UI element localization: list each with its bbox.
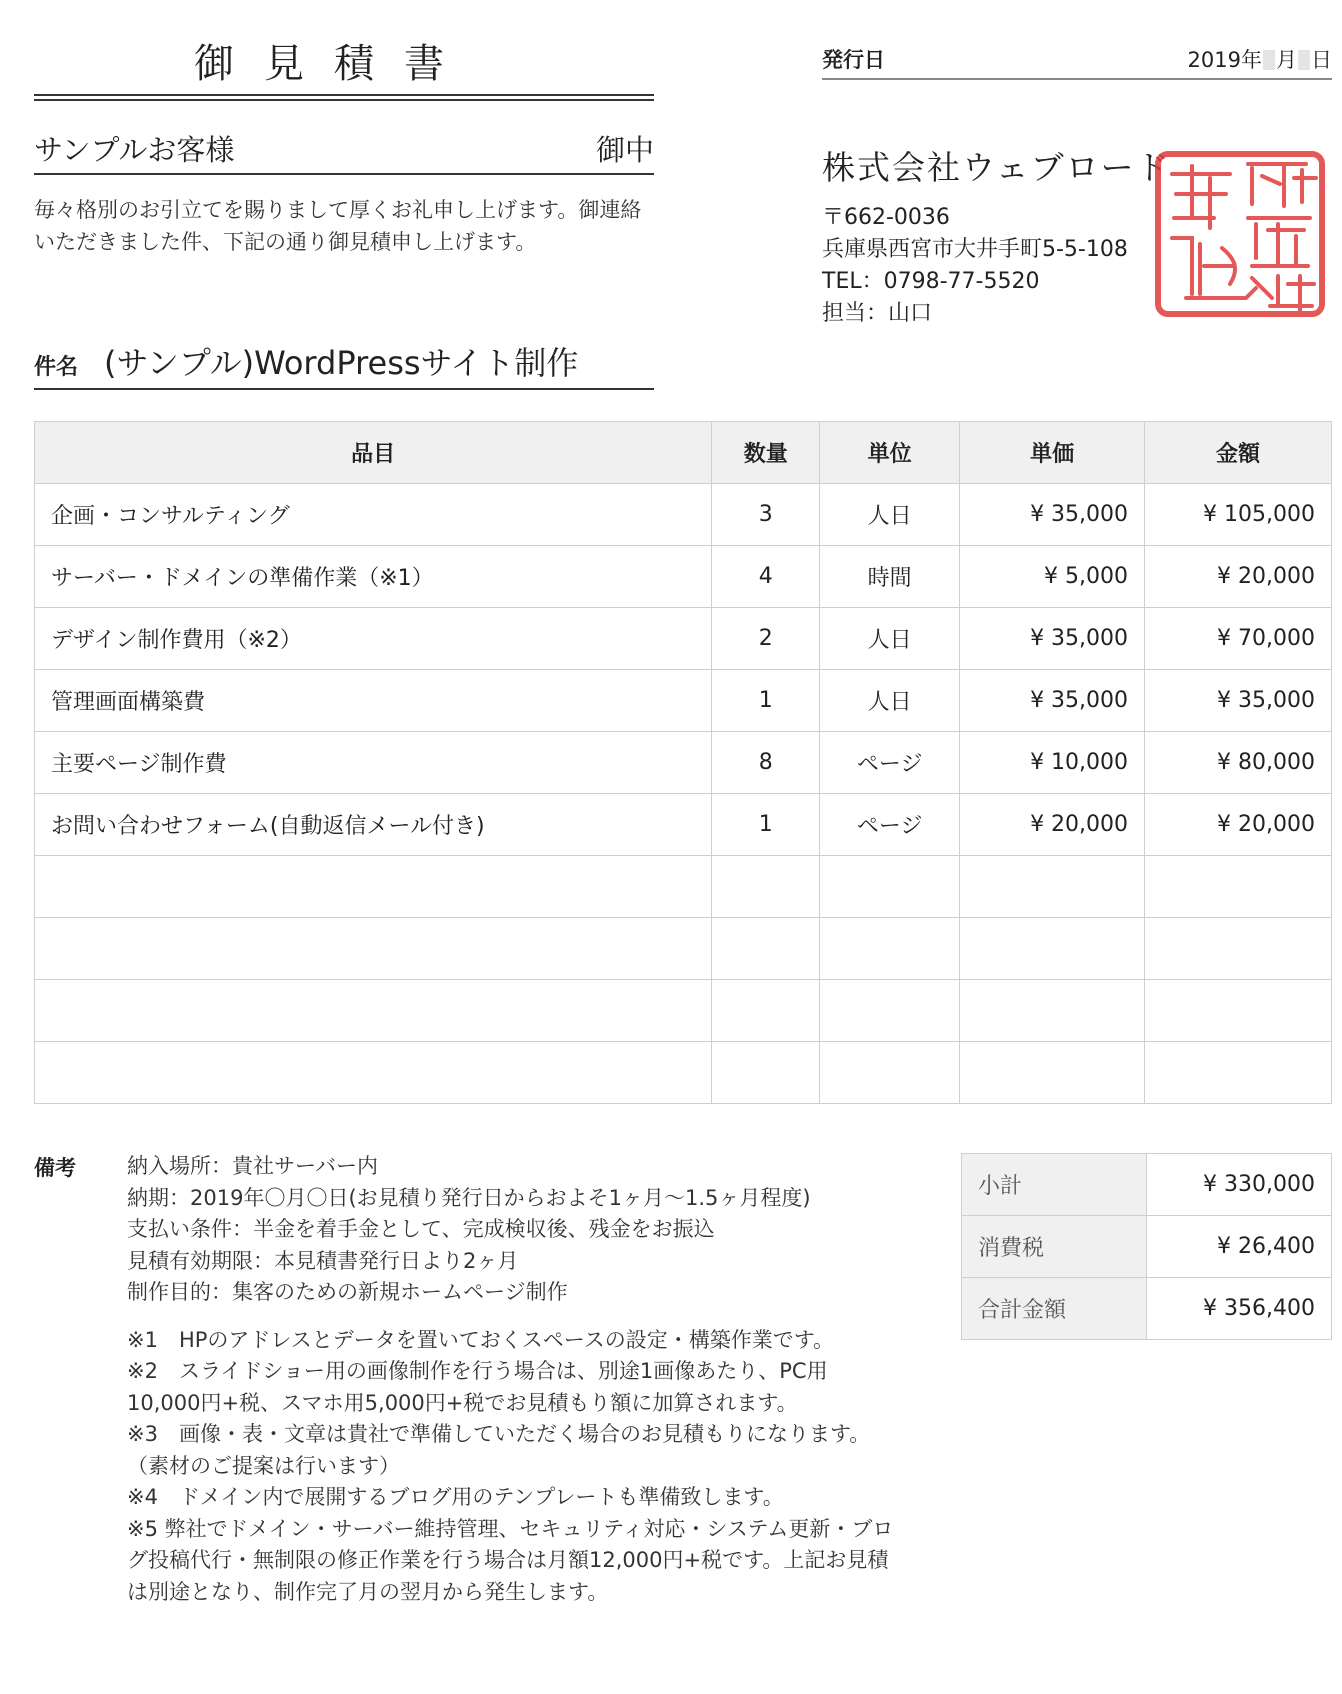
company-postal: 〒662-0036 bbox=[822, 205, 950, 230]
issue-date-row bbox=[822, 40, 1332, 80]
cell-price bbox=[960, 980, 1145, 1042]
table-row bbox=[35, 980, 1332, 1042]
table-row bbox=[35, 484, 1332, 546]
table-row bbox=[35, 670, 1332, 732]
cell-qty: 2 bbox=[712, 608, 820, 670]
cell-item bbox=[35, 980, 712, 1042]
cell-price: ¥ 35,000 bbox=[960, 608, 1145, 670]
cell-item: 管理画面構築費 bbox=[35, 670, 712, 732]
cell-unit: 人日 bbox=[820, 670, 960, 732]
cell-item bbox=[35, 856, 712, 918]
header-item: 品目 bbox=[35, 422, 712, 484]
header-qty: 数量 bbox=[712, 422, 820, 484]
cell-price: ¥ 35,000 bbox=[960, 484, 1145, 546]
table-row bbox=[35, 608, 1332, 670]
issue-day-unit: 日 bbox=[1311, 48, 1332, 72]
company-tel: TEL：0798-77-5520 bbox=[822, 269, 1040, 294]
cell-item: 企画・コンサルティング bbox=[35, 484, 712, 546]
cell-price bbox=[960, 1042, 1145, 1104]
footnote: ※4 ドメイン内で展開するブログ用のテンプレートも準備致します。 bbox=[127, 1485, 784, 1509]
issue-year: 2019年 bbox=[1187, 48, 1262, 72]
note-line: 見積有効期限：本見積書発行日より2ヶ月 bbox=[127, 1248, 519, 1273]
footnote: ※5 弊社でドメイン・サーバー維持管理、セキュリティ対応・システム更新・ブログ投稿代行・無制限の修正作業を行う場合は月額12,000円+税です。上記お見積は別途となり、制作完了月の翌月から発生します。 bbox=[127, 1516, 894, 1604]
header-price: 単価 bbox=[960, 422, 1145, 484]
company-seal-stamp-icon bbox=[1152, 148, 1328, 320]
cell-item bbox=[35, 918, 712, 980]
cell-amount: ¥ 80,000 bbox=[1145, 732, 1332, 794]
cell-item bbox=[35, 1042, 712, 1104]
cell-item: お問い合わせフォーム(自動返信メール付き) bbox=[35, 794, 712, 856]
header-unit: 単位 bbox=[820, 422, 960, 484]
table-row bbox=[35, 918, 1332, 980]
cell-qty: 1 bbox=[712, 794, 820, 856]
cell-amount: ¥ 35,000 bbox=[1145, 670, 1332, 732]
cell-qty: 1 bbox=[712, 670, 820, 732]
footnotes bbox=[127, 1325, 897, 1609]
cell-unit bbox=[820, 1042, 960, 1104]
totals-row-total bbox=[962, 1278, 1332, 1340]
cell-price: ¥ 10,000 bbox=[960, 732, 1145, 794]
footnote: ※1 HPのアドレスとデータを置いておくスペースの設定・構築作業です。 bbox=[127, 1327, 835, 1352]
cell-amount: ¥ 105,000 bbox=[1145, 484, 1332, 546]
cell-unit bbox=[820, 918, 960, 980]
cell-qty: 8 bbox=[712, 732, 820, 794]
cell-price bbox=[960, 918, 1145, 980]
table-row bbox=[35, 794, 1332, 856]
company-name: 株式会社ウェブロード bbox=[822, 148, 1171, 187]
cell-unit: 時間 bbox=[820, 546, 960, 608]
table-row bbox=[35, 1042, 1332, 1104]
note-line: 支払い条件：半金を着手金として、完成検収後、残金をお振込 bbox=[127, 1217, 715, 1241]
subtotal-label: 小計 bbox=[962, 1154, 1147, 1216]
document-title: 御見積書 bbox=[194, 41, 474, 87]
client-honorific: 御中 bbox=[595, 133, 654, 167]
cell-amount bbox=[1145, 918, 1332, 980]
cell-amount: ¥ 70,000 bbox=[1145, 608, 1332, 670]
company-address: 兵庫県西宮市大井手町5-5-108 bbox=[822, 237, 1128, 262]
title-double-rule bbox=[34, 94, 654, 101]
issue-month-unit: 月 bbox=[1276, 48, 1297, 72]
company-contact: 担当：山口 bbox=[822, 301, 933, 326]
cell-unit: 人日 bbox=[820, 608, 960, 670]
issue-date-label: 発行日 bbox=[822, 48, 885, 72]
redacted-day bbox=[1298, 50, 1310, 70]
notes-list bbox=[127, 1151, 897, 1309]
header-amount: 金額 bbox=[1145, 422, 1332, 484]
redacted-month bbox=[1263, 50, 1275, 70]
cell-amount bbox=[1145, 1042, 1332, 1104]
table-row bbox=[35, 546, 1332, 608]
cell-amount: ¥ 20,000 bbox=[1145, 794, 1332, 856]
note-line: 納期：2019年〇月〇日(お見積り発行日からおよそ1ヶ月〜1.5ヶ月程度) bbox=[127, 1185, 811, 1210]
cell-price: ¥ 5,000 bbox=[960, 546, 1145, 608]
cell-qty bbox=[712, 918, 820, 980]
totals-row-tax bbox=[962, 1216, 1332, 1278]
company-address-block bbox=[822, 202, 1128, 330]
cell-unit: ページ bbox=[820, 794, 960, 856]
cell-amount bbox=[1145, 980, 1332, 1042]
cell-qty bbox=[712, 980, 820, 1042]
notes-block bbox=[127, 1151, 897, 1608]
cell-unit: 人日 bbox=[820, 484, 960, 546]
notes-label: 備考 bbox=[34, 1156, 76, 1180]
note-line: 制作目的：集客のための新規ホームページ制作 bbox=[127, 1280, 568, 1304]
cell-unit: ページ bbox=[820, 732, 960, 794]
cell-qty bbox=[712, 1042, 820, 1104]
subject-text: (サンプル)WordPressサイト制作 bbox=[104, 344, 579, 382]
greeting-text: 毎々格別のお引立てを賜りまして厚くお礼申し上げます。御連絡いただきました件、下記の通り御見積申し上げます。 bbox=[34, 198, 642, 254]
cell-item: サーバー・ドメインの準備作業（※1） bbox=[35, 546, 712, 608]
tax-label: 消費税 bbox=[962, 1216, 1147, 1278]
cell-price: ¥ 20,000 bbox=[960, 794, 1145, 856]
cell-amount bbox=[1145, 856, 1332, 918]
items-table-header-row bbox=[35, 422, 1332, 484]
cell-qty: 4 bbox=[712, 546, 820, 608]
totals-row-subtotal bbox=[962, 1154, 1332, 1216]
cell-unit bbox=[820, 980, 960, 1042]
total-value: ¥ 356,400 bbox=[1147, 1278, 1332, 1340]
subject-label: 件名 bbox=[34, 355, 79, 380]
subtotal-value: ¥ 330,000 bbox=[1147, 1154, 1332, 1216]
cell-qty: 3 bbox=[712, 484, 820, 546]
items-table bbox=[34, 421, 1332, 1104]
footnote: ※3 画像・表・文章は貴社で準備していただく場合のお見積もりになります。（素材のご提案は行います） bbox=[127, 1422, 871, 1478]
cell-unit bbox=[820, 856, 960, 918]
cell-item: 主要ページ制作費 bbox=[35, 732, 712, 794]
total-label: 合計金額 bbox=[962, 1278, 1147, 1340]
cell-price bbox=[960, 856, 1145, 918]
subject-row bbox=[34, 338, 654, 390]
tax-value: ¥ 26,400 bbox=[1147, 1216, 1332, 1278]
issue-date-value bbox=[1188, 44, 1332, 74]
note-line: 納入場所：貴社サーバー内 bbox=[127, 1154, 378, 1178]
totals-table bbox=[961, 1153, 1332, 1340]
client-name: サンプルお客様 bbox=[34, 133, 235, 167]
cell-price: ¥ 35,000 bbox=[960, 670, 1145, 732]
cell-amount: ¥ 20,000 bbox=[1145, 546, 1332, 608]
footnote: ※2 スライドショー用の画像制作を行う場合は、別途1画像あたり、PC用10,000円+税、スマホ用5,000円+税でお見積もり額に加算されます。 bbox=[127, 1359, 828, 1415]
table-row bbox=[35, 856, 1332, 918]
cell-qty bbox=[712, 856, 820, 918]
client-row bbox=[34, 128, 654, 175]
table-row bbox=[35, 732, 1332, 794]
title-block bbox=[34, 38, 654, 101]
cell-item: デザイン制作費用（※2） bbox=[35, 608, 712, 670]
